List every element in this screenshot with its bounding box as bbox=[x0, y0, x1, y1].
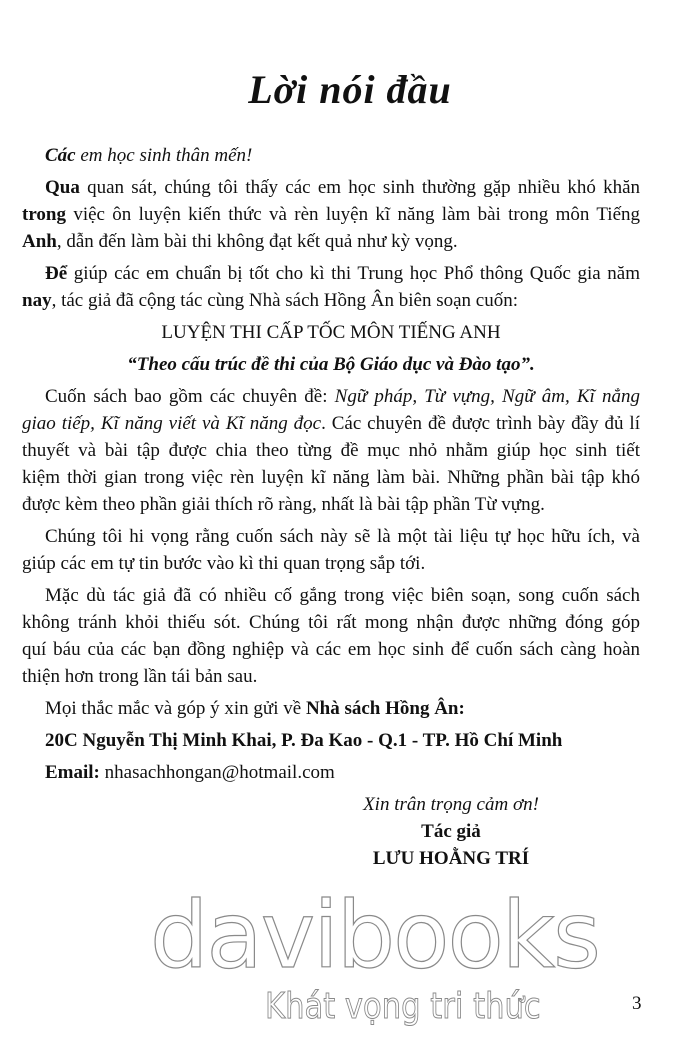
paragraph bbox=[22, 260, 640, 314]
text-segment: quan sát, chúng tôi thấy các em học sinh thường gặp nhiều khó khăn bbox=[79, 177, 640, 198]
text-segment: , tác giả đã cộng tác cùng Nhà sách Hồng Ân biên soạn cuốn: bbox=[51, 290, 518, 311]
text-line bbox=[22, 201, 640, 228]
text-segment: Nhà sách Hồng Ân: bbox=[305, 698, 465, 719]
page-number: 3 bbox=[632, 993, 642, 1014]
text-segment: LUYỆN THI CẤP TỐC MÔN TIẾNG ANH bbox=[161, 322, 501, 343]
text-segment: không tránh khỏi thiếu sót. Chúng tôi rất mong nhận được những đóng góp bbox=[22, 612, 640, 633]
preface-body bbox=[22, 142, 640, 872]
text-line bbox=[22, 727, 640, 754]
preface-paragraphs bbox=[22, 142, 640, 786]
text-segment: quí báu của các bạn đồng nghiệp và các em học sinh để cuốn sách càng hoàn bbox=[22, 639, 640, 660]
text-line bbox=[22, 582, 640, 609]
text-segment: , dẫn đến làm bài thi không đạt kết quả như kỳ vọng. bbox=[56, 231, 458, 252]
closing-line: Xin trân trọng cảm ơn! bbox=[363, 794, 539, 815]
text-segment: nay bbox=[22, 290, 52, 311]
author-label: Tác giả bbox=[421, 821, 481, 842]
paragraph bbox=[22, 142, 640, 169]
text-line bbox=[22, 609, 640, 636]
text-line bbox=[22, 550, 640, 577]
text-segment: việc ôn luyện kiến thức và rèn luyện kĩ năng làm bài trong môn Tiếng bbox=[65, 204, 640, 225]
text-segment: giao tiếp, Kĩ năng viết và Kĩ năng đọc bbox=[22, 413, 322, 434]
paragraph bbox=[22, 523, 640, 577]
centered-heading bbox=[22, 319, 640, 346]
text-segment: giúp các em chuẩn bị tốt cho kì thi Trung học Phổ thông Quốc gia năm bbox=[67, 263, 640, 284]
text-segment: kiệm thời gian trong việc rèn luyện kĩ năng làm bài. Những phần bài tập khó bbox=[22, 467, 640, 488]
watermark-brand: davibooks bbox=[150, 882, 599, 989]
text-line bbox=[22, 319, 640, 346]
text-line bbox=[22, 174, 640, 201]
signature-block bbox=[22, 791, 640, 872]
text-line bbox=[22, 636, 640, 663]
text-segment: Cuốn sách bao gồm các chuyên đề: bbox=[45, 386, 335, 407]
text-segment: Email: bbox=[45, 762, 100, 783]
text-line bbox=[22, 523, 640, 550]
text-segment: thuyết và bài tập được chia theo từng đề mục nhỏ nhằm giúp học sinh tiết bbox=[22, 440, 640, 461]
paragraph bbox=[22, 727, 640, 754]
text-segment: Để bbox=[45, 263, 68, 284]
paragraph bbox=[22, 174, 640, 255]
watermark-slogan: Khát vọng tri thức bbox=[265, 986, 541, 1027]
text-segment: 20C Nguyễn Thị Minh Khai, P. Đa Kao - Q.1 - TP. Hồ Chí Minh bbox=[45, 730, 563, 751]
text-segment: Anh bbox=[22, 231, 57, 252]
text-line bbox=[22, 695, 640, 722]
page-title: Lời nói đầu bbox=[248, 67, 452, 112]
author-name: LƯU HOẰNG TRÍ bbox=[372, 848, 530, 869]
text-line bbox=[22, 759, 640, 786]
text-line bbox=[22, 410, 640, 437]
text-segment: Các bbox=[45, 145, 76, 166]
text-line bbox=[22, 351, 640, 378]
text-line bbox=[22, 437, 640, 464]
text-line bbox=[22, 383, 640, 410]
text-line bbox=[22, 464, 640, 491]
text-segment: trong bbox=[22, 204, 66, 225]
text-line bbox=[22, 228, 640, 255]
paragraph bbox=[22, 582, 640, 690]
text-line bbox=[22, 287, 640, 314]
paragraph bbox=[22, 383, 640, 518]
text-segment: được kèm theo phần giải thích rõ ràng, nhất là bài tập phần Từ vựng. bbox=[22, 494, 545, 515]
text-segment: Qua bbox=[45, 177, 80, 198]
text-segment: giúp các em tự tin bước vào kì thi quan trọng sắp tới. bbox=[22, 553, 426, 574]
text-segment: thiện hơn trong lần tái bản sau. bbox=[22, 666, 258, 687]
text-segment: . Các chuyên đề được trình bày đầy đủ lí bbox=[321, 413, 640, 434]
text-segment: Chúng tôi hi vọng rằng cuốn sách này sẽ là một tài liệu tự học hữu ích, và bbox=[45, 526, 640, 547]
text-segment: Ngữ pháp, Từ vựng, Ngữ âm, Kĩ nẳng bbox=[334, 386, 640, 407]
text-line bbox=[22, 663, 640, 690]
text-line bbox=[22, 491, 640, 518]
text-line bbox=[22, 260, 640, 287]
paragraph bbox=[22, 759, 640, 786]
text-line bbox=[22, 142, 640, 169]
paragraph bbox=[22, 695, 640, 722]
text-segment: Mặc dù tác giả đã có nhiều cố gắng trong việc biên soạn, song cuốn sách bbox=[45, 585, 640, 606]
text-segment: Mọi thắc mắc và góp ý xin gửi về bbox=[45, 698, 306, 719]
text-segment: “Theo cấu trúc đề thi của Bộ Giáo dục và Đào tạo”. bbox=[127, 354, 535, 375]
centered-heading bbox=[22, 351, 640, 378]
text-segment: nhasachhongan@hotmail.com bbox=[99, 762, 335, 783]
text-segment: em học sinh thân mến! bbox=[75, 145, 253, 166]
